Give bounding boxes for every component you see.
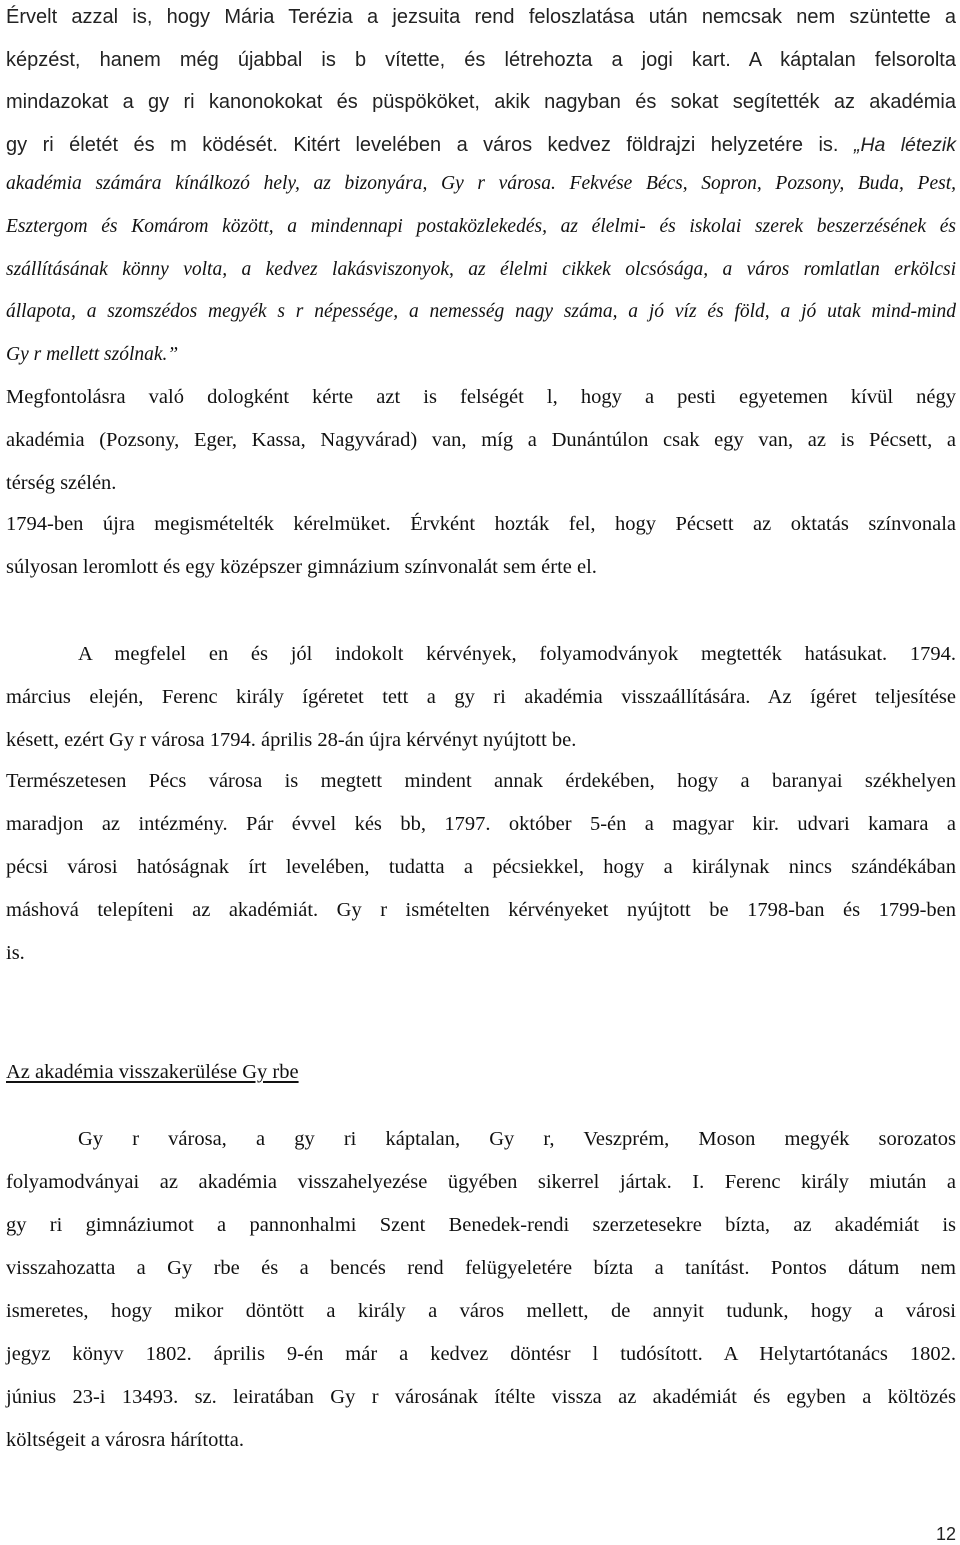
paragraph-2 bbox=[6, 376, 956, 505]
quote-line: Gy r mellett szólnak.” bbox=[6, 344, 179, 366]
quote-line: szállításának könny volta, a kedvez lakásviszonyok, az élelmi cikkek olcsósága, a város romlatlan erkölcsi bbox=[6, 258, 956, 280]
text-line: A megfelel en és jól indokolt kérvények, folyamodványok megtették hatásukat. 1794. bbox=[78, 643, 956, 665]
text-line: maradjon az intézmény. Pár évvel kés bb, 1797. október 5-én a magyar kir. udvari kamara a bbox=[6, 813, 956, 835]
text-line: ismeretes, hogy mikor döntött a király a város mellett, de annyit tudunk, hogy a városi bbox=[6, 1300, 956, 1322]
quote-opening: „Ha létezik bbox=[853, 133, 956, 156]
text-fragment: gy ri életét és m ködését. Kitért levelében a város kedvez földrajzi helyzetére is. bbox=[6, 133, 839, 156]
section-heading: Az akadémia visszakerülése Gy rbe bbox=[6, 1061, 299, 1083]
text-line: térség szélén. bbox=[6, 472, 117, 494]
text-line: késett, ezért Gy r városa 1794. április 28-án újra kérvényt nyújtott be. bbox=[6, 729, 577, 751]
text-line: máshová telepíteni az akadémiát. Gy r ismételten kérvényeket nyújtott be 1798-ban és 1799-ben bbox=[6, 899, 956, 921]
paragraph-1 bbox=[6, 0, 956, 166]
text-line: 1794-ben újra megismételték kérelmüket. Érvként hozták fel, hogy Pécsett az oktatás színvonala bbox=[6, 513, 956, 535]
quote-line: állapota, a szomszédos megyék s r népessége, a nemesség nagy száma, a jó víz és föld, a jó utak mind-mind bbox=[6, 301, 956, 323]
text-line: március elején, Ferenc király ígéretet tett a gy ri akadémia visszaállítására. Az ígéret teljesítése bbox=[6, 686, 956, 708]
text-line: folyamodványai az akadémia visszahelyezése ügyében sikerrel jártak. I. Ferenc király miután a bbox=[6, 1171, 956, 1193]
paragraph-6 bbox=[6, 1118, 956, 1462]
quote-fragment: Fekvése Bécs, Sopron, Pozsony, Buda, Pest, bbox=[569, 173, 956, 194]
text-line bbox=[6, 124, 956, 167]
quote-line bbox=[6, 163, 956, 206]
text-line: június 23-i 13493. sz. leiratában Gy r városának ítélte vissza az akadémiát és egyben a költözés bbox=[6, 1386, 956, 1408]
quote-block bbox=[6, 163, 956, 377]
text-line: súlyosan leromlott és egy középszer gimnázium színvonalát sem érte el. bbox=[6, 556, 597, 578]
text-line: mindazokat a gy ri kanonokokat és püspököket, akik nagyban és sokat segítették az akadémia bbox=[6, 91, 956, 113]
text-line: Gy r városa, a gy ri káptalan, Gy r, Veszprém, Moson megyék sorozatos bbox=[78, 1128, 956, 1150]
paragraph-4 bbox=[6, 633, 956, 762]
quote-fragment: akadémia számára kínálkozó hely, az bizonyára, Gy r városa. bbox=[6, 173, 556, 194]
text-line: jegyz könyv 1802. április 9-én már a kedvez döntésr l tudósított. A Helytartótanács 1802. bbox=[6, 1343, 956, 1365]
text-line: Érvelt azzal is, hogy Mária Terézia a jezsuita rend feloszlatása után nemcsak nem szüntette a bbox=[6, 6, 956, 28]
paragraph-5 bbox=[6, 760, 956, 975]
paragraph-3 bbox=[6, 503, 956, 589]
text-line: költségeit a városra hárította. bbox=[6, 1429, 244, 1451]
text-line: gy ri gimnáziumot a pannonhalmi Szent Benedek-rendi szerzetesekre bízta, az akadémiát is bbox=[6, 1214, 956, 1236]
text-line: Természetesen Pécs városa is megtett mindent annak érdekében, hogy a baranyai székhelyen bbox=[6, 770, 956, 792]
page-number: 12 bbox=[935, 1524, 956, 1544]
quote-line: Esztergom és Komárom között, a mindennapi postaközlekedés, az élelmi- és iskolai szerek beszerzésének és bbox=[6, 215, 956, 237]
text-line: is. bbox=[6, 942, 25, 964]
text-line: képzést, hanem még újabbal is b vítette, és létrehozta a jogi kart. A káptalan felsorolta bbox=[6, 48, 956, 71]
text-line: pécsi városi hatóságnak írt levelében, tudatta a pécsiekkel, hogy a királynak nincs szándékában bbox=[6, 856, 956, 878]
text-line: akadémia (Pozsony, Eger, Kassa, Nagyvárad) van, míg a Dunántúlon csak egy van, az is Pécsett, a bbox=[6, 429, 956, 451]
text-line: visszahozatta a Gy rbe és a bencés rend felügyeletére bízta a tanítást. Pontos dátum nem bbox=[6, 1257, 956, 1279]
text-line: Megfontolásra való dologként kérte azt is felségét l, hogy a pesti egyetemen kívül négy bbox=[6, 386, 956, 408]
